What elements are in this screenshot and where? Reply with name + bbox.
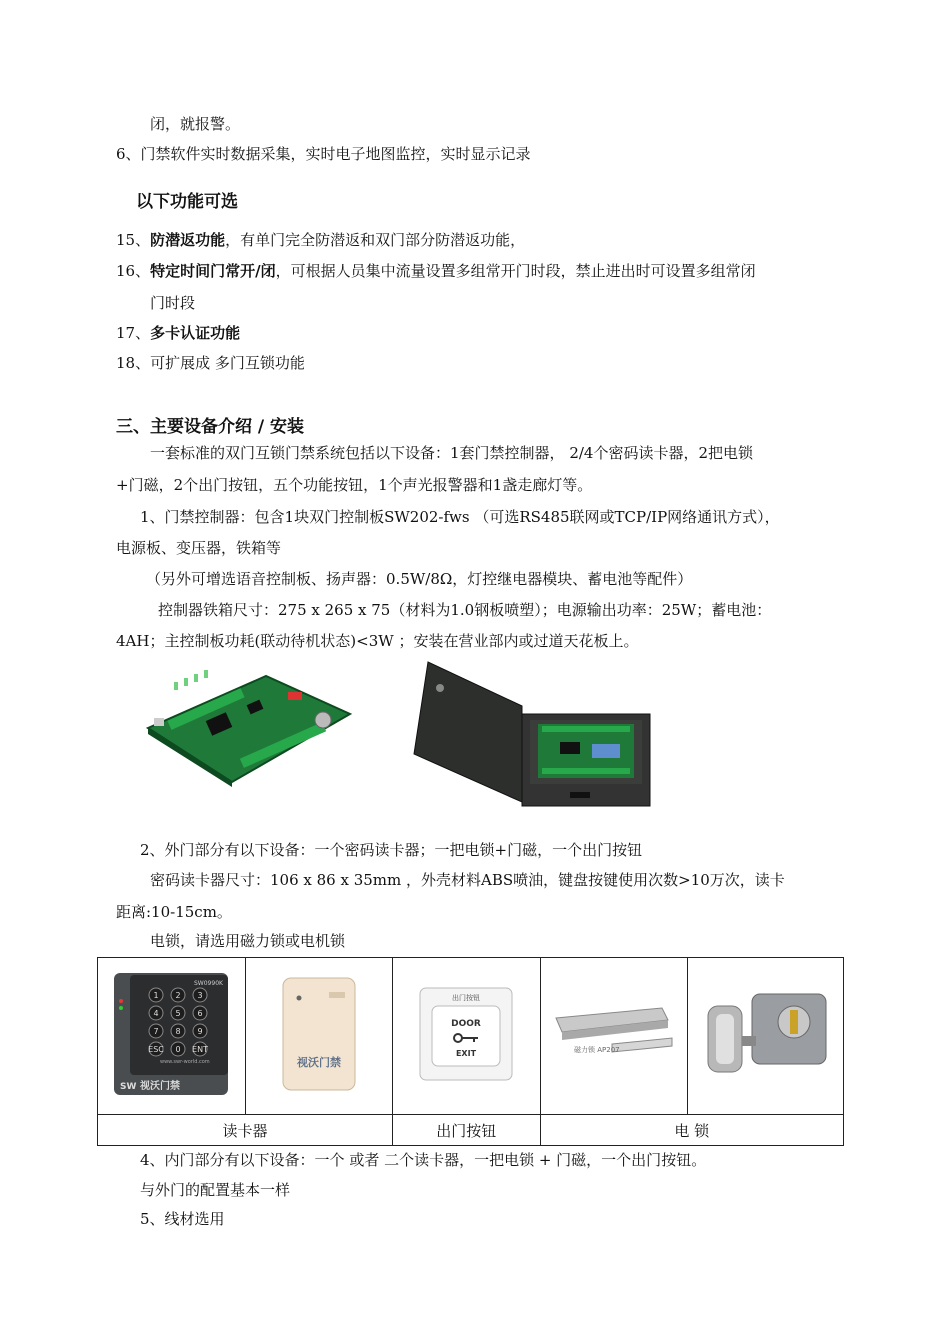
feature-desc: ，有单门完全防潜返和双门部分防潜返功能，: [225, 231, 526, 249]
controller-board-photo: [138, 660, 354, 788]
feature-title: 特定时间门常开/闭: [150, 262, 276, 280]
paragraph-line: 一套标准的双门互锁门禁系统包括以下设备：1套门禁控制器， 2/4个密码读卡器，2把电锁: [150, 444, 753, 462]
card-reader-brand: 视沃门禁: [296, 1056, 341, 1069]
paragraph-line: 与外门的配置基本一样: [140, 1181, 291, 1199]
keypad-key-label: 2: [175, 991, 181, 1000]
paragraph-line: 5、线材选用: [140, 1210, 225, 1228]
keypad-key-label: 7: [153, 1027, 159, 1036]
keypad-reader-image: [110, 971, 232, 1097]
paragraph-line: 密码读卡器尺寸：106 x 86 x 35mm ，外壳材料ABS喷油，键盘按键使用次数>10万次，读卡: [150, 871, 785, 889]
exit-button-door-text: DOOR: [451, 1019, 482, 1029]
paragraph-line: 4、内门部分有以下设备：一个 或者 二个读卡器，一把电锁 + 门磁，一个出门按钮。: [140, 1151, 707, 1169]
motor-lock-image: [702, 984, 830, 1084]
optional-features-heading: 以下功能可选: [136, 192, 238, 212]
exit-button-exit-text: EXIT: [456, 1049, 477, 1058]
keypad-model-label: SW0990K: [194, 980, 224, 987]
device-table: [97, 957, 844, 1146]
table-cell: [540, 958, 688, 1115]
feature-16-continued: 门时段: [150, 294, 196, 312]
paragraph-line: 4AH；主控制板功耗(联动待机状态)<3W ；安装在营业部内或过道天花板上。: [116, 632, 639, 650]
paragraph-line: +门磁，2个出门按钮，五个功能按钮，1个声光报警器和1盏走廊灯等。: [116, 476, 593, 494]
keypad-key-label: ENT: [192, 1045, 209, 1054]
keypad-key-label: 1: [153, 991, 159, 1000]
caption-electric-lock: 电 锁: [540, 1115, 844, 1146]
feature-15: [116, 230, 525, 250]
feature-18: 18、可扩展成 多门互锁功能: [116, 354, 305, 372]
paragraph-line: 1、门禁控制器：包含1块双门控制板SW202-fws （可选RS485联网或TCP/IP网络通讯方式），: [140, 508, 780, 526]
feature-17: [116, 323, 240, 343]
feature-title: 多卡认证功能: [150, 324, 241, 342]
keypad-logo: SW: [120, 1082, 137, 1092]
keypad-url: www.swr-world.com: [160, 1059, 211, 1065]
keypad-key-label: 9: [197, 1027, 203, 1036]
paragraph-line: （另外可增选语音控制板、扬声器：0.5W/8Ω，灯控继电器模块、蓄电池等配件）: [146, 570, 693, 588]
feature-desc: ，可根据人员集中流量设置多组常开门时段，禁止进出时可设置多组常闭: [275, 262, 756, 280]
table-cell: [245, 958, 392, 1115]
keypad-key-label: 0: [175, 1045, 181, 1054]
text-line: 6、门禁软件实时数据采集，实时电子地图监控，实时显示记录: [116, 145, 531, 163]
feature-number: 17、: [116, 324, 151, 342]
keypad-key-label: ESC: [148, 1045, 165, 1054]
feature-16: [116, 261, 756, 281]
paragraph-line: 控制器铁箱尺寸：275 x 265 x 75（材料为1.0钢板喷塑）；电源输出功率：25W；蓄电池：: [158, 601, 772, 619]
exit-button-image: [418, 986, 514, 1082]
text-line: 闭，就报警。: [150, 115, 241, 133]
keypad-key-label: 8: [175, 1027, 181, 1036]
table-cell: [98, 958, 246, 1115]
keypad-key-label: 6: [197, 1009, 203, 1018]
controller-box-photo: [410, 658, 654, 812]
table-cell: [393, 958, 540, 1115]
keypad-key-label: 5: [175, 1009, 181, 1018]
keypad-key-label: 3: [197, 991, 203, 1000]
feature-number: 16、: [116, 262, 151, 280]
table-cell: [688, 958, 844, 1115]
exit-button-top-label: 出门按钮: [452, 994, 481, 1002]
paragraph-line: 2、外门部分有以下设备：一个密码读卡器；一把电锁+门磁，一个出门按钮: [140, 841, 643, 859]
magnetic-lock-label: 磁力锁 AP207: [573, 1046, 620, 1054]
section-3-heading: 三、主要设备介绍 / 安装: [116, 417, 305, 437]
keypad-brand: 视沃门禁: [140, 1081, 181, 1092]
magnetic-lock-image: [552, 1004, 676, 1064]
card-reader-image: [279, 974, 359, 1094]
feature-number: 15、: [116, 231, 151, 249]
caption-card-reader: 读卡器: [98, 1115, 393, 1146]
feature-title: 防潜返功能: [150, 231, 226, 249]
paragraph-line: 电源板、变压器，铁箱等: [116, 539, 282, 557]
keypad-key-label: 4: [153, 1009, 159, 1018]
paragraph-line: 距离:10-15cm。: [116, 903, 232, 921]
paragraph-line: 电锁，请选用磁力锁或电机锁: [150, 932, 346, 950]
caption-exit-button: 出门按钮: [393, 1115, 540, 1146]
